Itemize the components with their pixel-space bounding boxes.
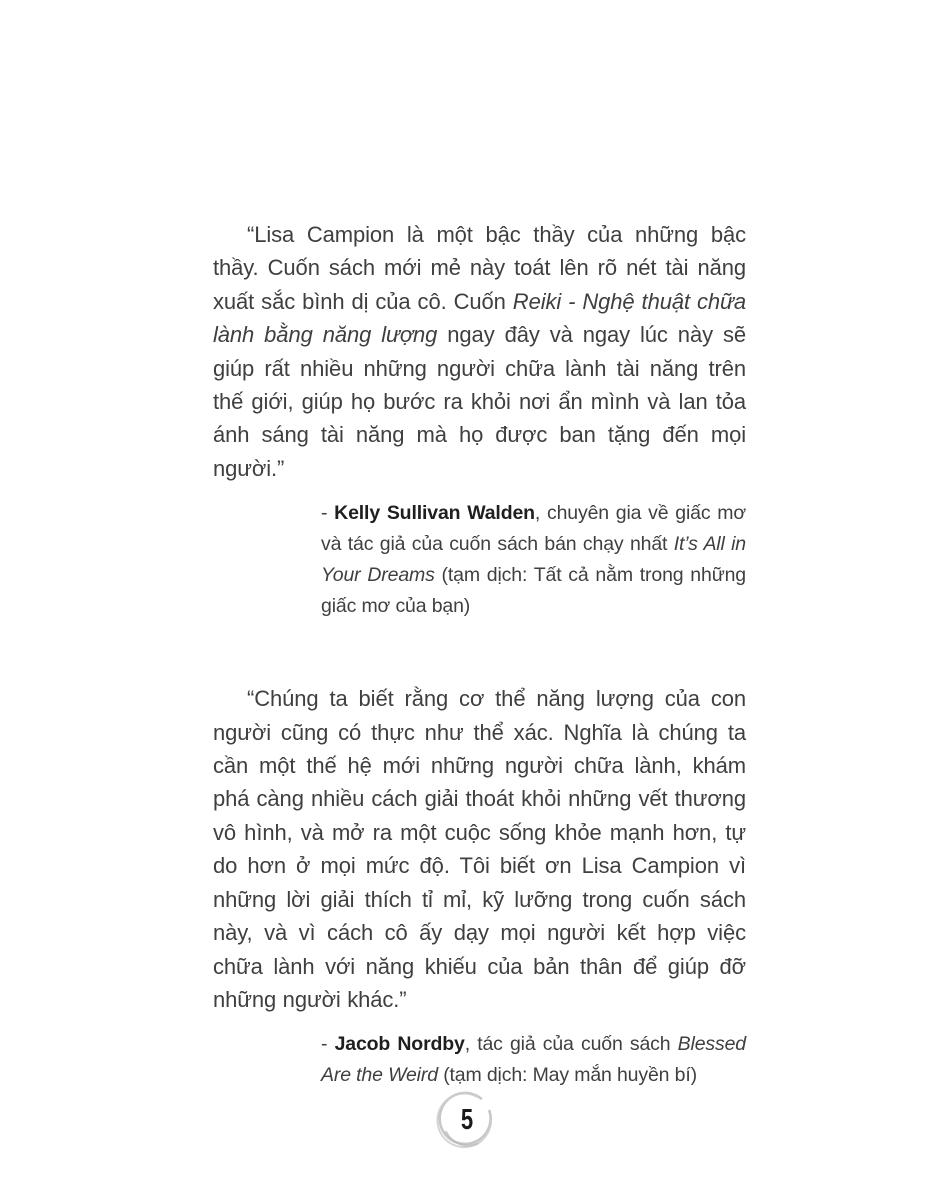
- page-footer: [0, 1090, 927, 1152]
- quote-text-run: “Chúng ta biết rằng cơ thể năng lượng của con người cũng có thực như thể xác. Nghĩa là chúng ta cần một thế hệ mới những người chữa lành, khám phá càng nhiều cách giải thoát khỏi những vết thương vô hình, và mở ra một cuộc sống khỏe mạnh hơn, tự do hơn ở mọi mức độ. Tôi biết ơn Lisa Campion vì những lời giải thích tỉ mỉ, kỹ lưỡng trong cuốn sách này, và vì cách cô ấy dạy mọi người kết hợp việc chữa lành với năng khiếu của bản thân để giúp đỡ những người khác.”: [213, 686, 746, 1012]
- attribution-dash: -: [321, 502, 335, 525]
- page-number-badge: [436, 1090, 498, 1152]
- quote-attribution: [321, 1029, 746, 1091]
- attribution-text-run: , chuyên gia về giấc mơ và tác giả của cuốn sách bán chạy nhất: [321, 502, 746, 556]
- attribution-dash: -: [321, 1033, 335, 1056]
- attribution-book-title: It’s All in Your Dreams: [321, 533, 746, 587]
- quote-text-run: ngay đây và ngay lúc này sẽ giúp rất nhiều những người chữa lành tài năng trên thế giới, giúp họ bước ra khỏi nơi ẩn mình và lan tỏa ánh sáng tài năng mà họ được ban tặng đến mọi người.”: [213, 322, 746, 481]
- attribution-text-run: (tạm dịch: May mắn huyền bí): [437, 1064, 697, 1087]
- quote-paragraph: [213, 218, 746, 485]
- page-content: [213, 218, 746, 1091]
- page-number: 5: [460, 1103, 474, 1136]
- quote-text-run: “Lisa Campion là một bậc thầy của những bậc thầy. Cuốn sách mới mẻ này toát lên rõ nét tài năng xuất sắc bình dị của cô. Cuốn: [213, 222, 746, 314]
- testimonial-quote-1: [213, 218, 746, 622]
- attribution-author-name: Jacob Nordby: [334, 1033, 465, 1056]
- attribution-book-title: Blessed Are the Weird: [321, 1033, 746, 1087]
- quote-attribution: [321, 498, 746, 622]
- attribution-text-run: , tác giả của cuốn sách: [464, 1033, 678, 1056]
- attribution-author-name: Kelly Sullivan Walden: [334, 502, 535, 525]
- testimonial-quote-2: [213, 682, 746, 1091]
- attribution-text-run: (tạm dịch: Tất cả nằm trong những giấc mơ của bạn): [321, 564, 746, 618]
- quote-paragraph: [213, 682, 746, 1016]
- book-title-italic: Reiki - Nghệ thuật chữa lành bằng năng lượng: [213, 288, 746, 348]
